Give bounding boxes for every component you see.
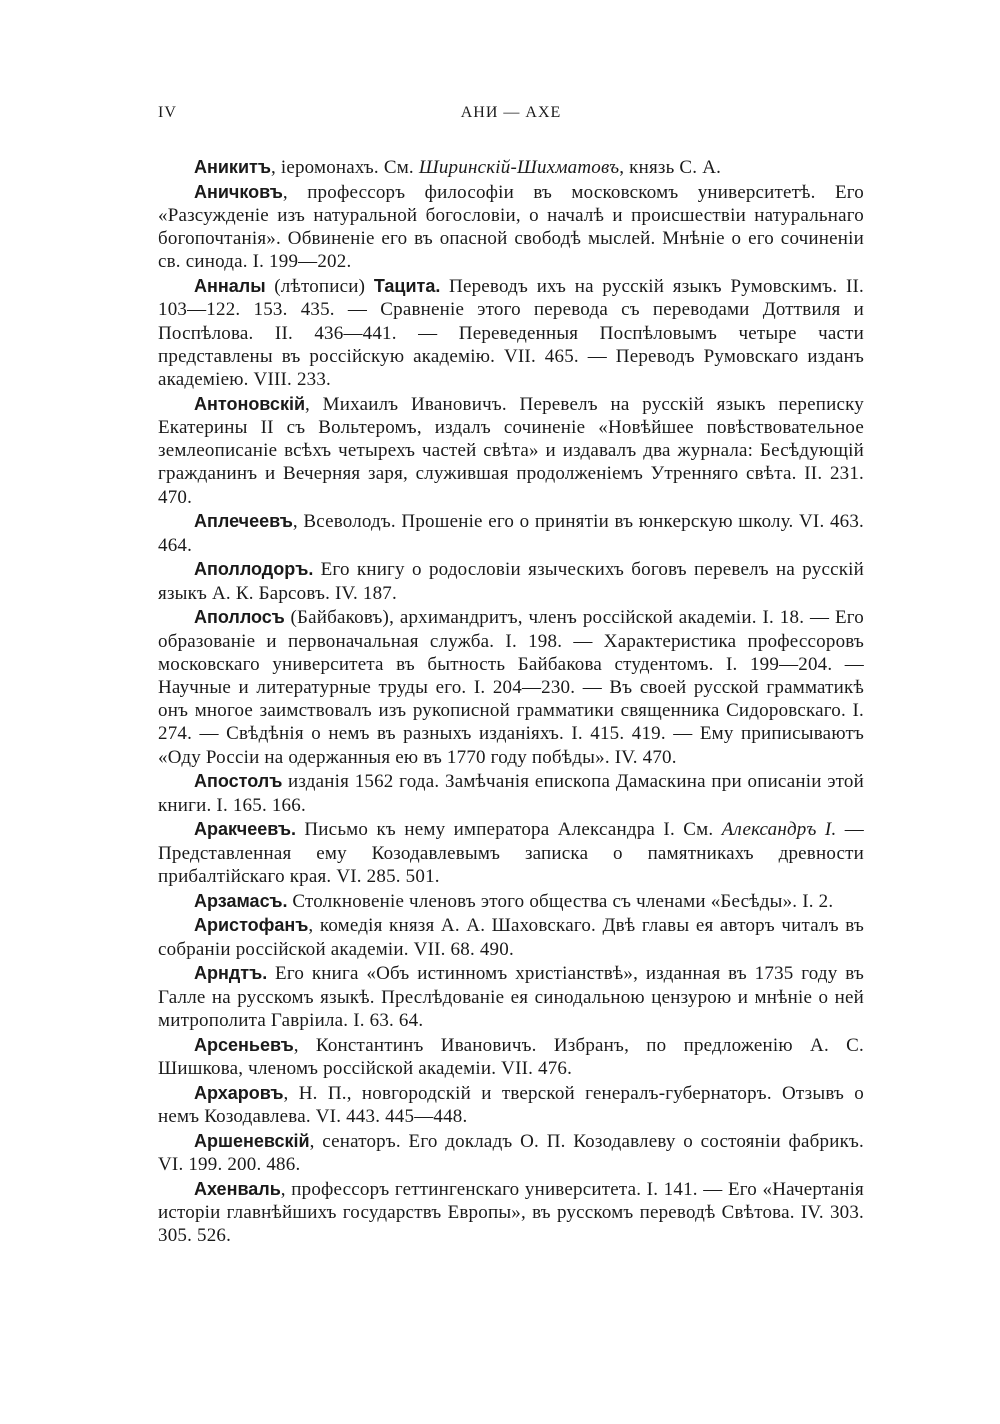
entry-headword: Арзамасъ.	[194, 890, 288, 911]
entry-headword: Аршеневскій	[194, 1130, 310, 1151]
index-entry	[158, 890, 864, 913]
entry-headword: Арсеньевъ	[194, 1034, 294, 1055]
entry-text: , Михаилъ Ивановичъ. Перевелъ на русскій языкъ переписку Екатерины II съ Вольтеромъ, издалъ сочиненіе «Новѣйшее повѣствовательное землеописаніе всѣхъ четырехъ частей свѣта» и издавалъ два журнала: Бесѣдующій гражданинъ и Вечерняя заря, служившая продолженіемъ Утренняго свѣта. II. 231. 470.	[158, 393, 864, 508]
entry-headword: Апостолъ	[194, 771, 283, 792]
index-entry	[158, 606, 864, 768]
entry-crossref: Александръ I.	[721, 819, 837, 841]
entry-text: Переводъ ихъ на русскій языкъ Румовскимъ. II. 103—122. 153. 435. — Сравненіе этого перевода съ переводами Доттвиля и Поспѣлова. II. 436—441. — Переведенныя Поспѣловымъ четыре части представлены въ россійскую академію. VII. 465. — Переводъ Румовскаго изданъ академіею. VIII. 233.	[158, 276, 865, 391]
entry-text: , князь С. А.	[619, 157, 722, 178]
entry-headword: Анналы	[194, 276, 266, 297]
entry-text: Его книгу о родословіи языческихъ боговъ перевелъ на русскій языкъ А. К. Барсовъ. IV. 187.	[158, 559, 864, 604]
index-entry	[158, 510, 864, 556]
entry-text: , іеромонахъ. См.	[270, 157, 419, 178]
entry-headword: Аполлодоръ.	[194, 559, 314, 580]
index-entry	[158, 1178, 864, 1248]
index-entry	[158, 393, 864, 509]
entry-text: , профессоръ геттингенскаго университета. I. 141. — Его «Начертанія исторіи главнѣйшихъ государствъ Европы», въ русскомъ переводѣ Свѣтова. IV. 303. 305. 526.	[158, 1178, 864, 1247]
running-title: АНИ — АХЕ	[460, 104, 562, 121]
entry-text: , Н. П., новгородскій и тверской генералъ-губернаторъ. Отзывъ о немъ Козодавлева. VI. 443. 445—448.	[158, 1082, 864, 1127]
entry-text: , Всеволодъ. Прошеніе его о принятіи въ юнкерскую школу. VI. 463. 464.	[158, 511, 864, 556]
index-entry	[158, 1034, 864, 1080]
index-entry	[158, 914, 864, 960]
entry-crossref: Ширинскій-Шихматовъ	[418, 157, 620, 178]
index-entry	[158, 156, 864, 179]
entry-text: , профессоръ философіи въ московскомъ университетѣ. Его «Разсужденіе изъ натуральной богословіи, о началѣ и происшествіи натуральнаго богопочтанія». Обвиненіе его въ опасной свободѣ мыслей. Мнѣніе о его сочиненіи св. синода. I. 199—202.	[158, 181, 864, 273]
entry-headword: Архаровъ	[194, 1082, 284, 1103]
entry-headword: Тацита.	[373, 276, 441, 297]
index-entries	[158, 156, 864, 1249]
entry-headword: Арндтъ.	[194, 963, 268, 984]
entry-headword: Антоновскій	[194, 393, 306, 414]
page-number: IV	[158, 104, 177, 121]
index-entry	[158, 818, 864, 888]
entry-text: изданія 1562 года. Замѣчанія епископа Дамаскина при описаніи этой книги. I. 165. 166.	[158, 771, 864, 816]
index-entry	[158, 962, 864, 1032]
entry-headword: Аничковъ	[194, 181, 283, 202]
entry-headword-note: (лѣтописи)	[265, 276, 374, 298]
entry-text: Столкновеніе членовъ этого общества съ членами «Бесѣды». I. 2.	[287, 890, 834, 912]
entry-headword: Аракчеевъ.	[194, 819, 296, 840]
index-entry	[158, 1082, 864, 1128]
entry-headword: Аникитъ	[194, 157, 271, 177]
entry-text: Его книга «Объ истинномъ христіанствѣ», изданная въ 1735 году въ Галле на русскомъ языкѣ. Преслѣдованіе ея синодальною цензурою и мнѣніе о ней митрополита Гавріила. I. 63. 64.	[158, 963, 864, 1031]
entry-headword: Аристофанъ	[194, 915, 309, 936]
entry-text: (Байбаковъ), архимандритъ, членъ россійской академіи. I. 18. — Его образованіе и первоначальная служба. I. 198. — Характеристика профессоровъ московскаго университета въ бытность Байбакова студентомъ. I. 199—204. — Научные и литературные труды его. I. 204—230. — Въ своей русской грамматикѣ онъ многое заимствовалъ изъ рукописной грамматики священника Сидоровскаго. I. 274. — Свѣдѣнія о немъ въ разныхъ изданіяхъ. I. 415. 419. — Ему приписываютъ «Оду Россіи на одержанныя ею въ 1770 году побѣды». IV. 470.	[158, 607, 864, 768]
index-entry	[158, 181, 864, 274]
entry-text: Письмо къ нему императора Александра I. См.	[296, 819, 722, 841]
index-entry	[158, 275, 864, 391]
page-header	[158, 100, 864, 130]
entry-text: — Представленная ему Козодавлевымъ записка о памятникахъ древности прибалтійскаго края. VI. 285. 501.	[158, 819, 864, 887]
entry-text: , сенаторъ. Его докладъ О. П. Козодавлеву о состояніи фабрикъ. VI. 199. 200. 486.	[158, 1130, 864, 1175]
entry-headword: Аплечеевъ	[194, 511, 293, 532]
index-entry	[158, 770, 864, 816]
entry-headword: Аполлосъ	[194, 607, 285, 628]
index-entry	[158, 1130, 864, 1176]
entry-headword: Ахенваль	[194, 1178, 281, 1199]
index-entry	[158, 558, 864, 604]
entry-text: , комедія князя А. А. Шаховскаго. Двѣ главы ея авторъ читалъ въ собраніи россійской академіи. VII. 68. 490.	[158, 915, 864, 960]
entry-text: , Константинъ Ивановичъ. Избранъ, по предложенію А. С. Шишкова, членомъ россійской академіи. VII. 476.	[158, 1034, 864, 1079]
